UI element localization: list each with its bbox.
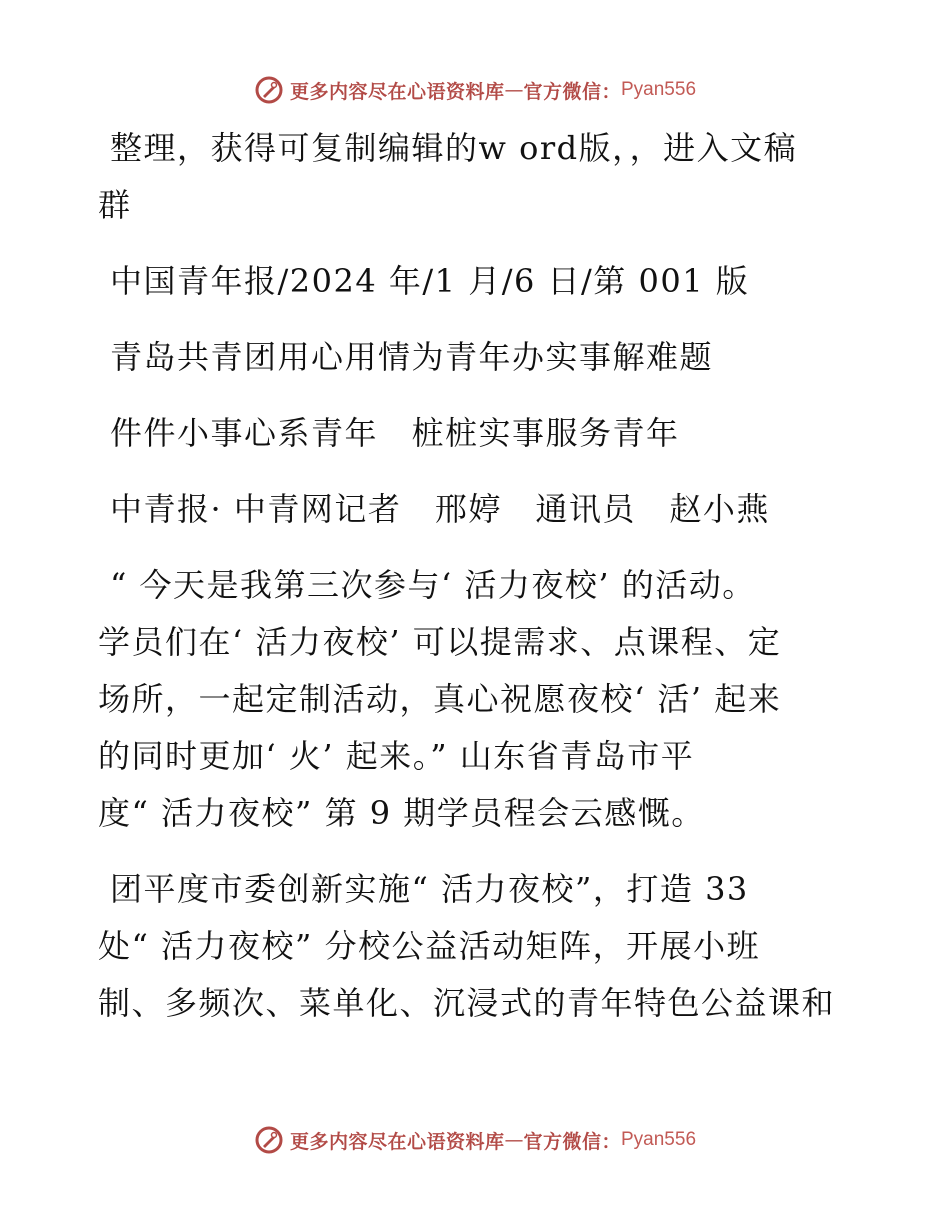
footer-watermark (0, 1120, 950, 1160)
watermark-wechat-id: Pyan556 (621, 79, 697, 100)
watermark-separator: — (504, 1129, 524, 1151)
paragraph-line: 的同时更加‘ 火’ 起来。” 山东省青岛市平 (98, 737, 695, 775)
watermark-wechat-id: Pyan556 (621, 1129, 697, 1150)
quill-circle-icon (254, 75, 284, 105)
watermark-separator: — (504, 79, 524, 101)
watermark-brand-text: 更多内容尽在心语资料库 (289, 1130, 505, 1153)
watermark-official-label: 官方微信： (523, 80, 621, 103)
quill-circle-icon (254, 1125, 284, 1155)
paragraph-line: 学员们在‘ 活力夜校’ 可以提需求、点课程、定 (98, 623, 782, 661)
intro-line-continued: 群 (98, 186, 132, 224)
watermark-official-label: 官方微信： (523, 1130, 621, 1153)
intro-line: 整理，获得可复制编辑的w ord版，，进入文稿 (110, 129, 798, 167)
paragraph-line: 团平度市委创新实施“ 活力夜校”，打造 33 (110, 870, 749, 908)
article-headline: 青岛共青团用心用情为青年办实事解难题 (110, 338, 714, 376)
paragraph-line: “ 今天是我第三次参与‘ 活力夜校’ 的活动。 (110, 566, 756, 604)
header-watermark (0, 70, 950, 110)
watermark-brand-text: 更多内容尽在心语资料库 (289, 80, 505, 103)
paragraph-line: 制、多频次、菜单化、沉浸式的青年特色公益课和 (98, 984, 836, 1022)
publication-info: 中国青年报/2024 年/1 月/6 日/第 001 版 (110, 262, 750, 300)
paragraph-line: 度“ 活力夜校” 第 9 期学员程会云感慨。 (98, 794, 705, 832)
paragraph-line: 场所，一起定制活动，真心祝愿夜校‘ 活’ 起来 (98, 680, 782, 718)
article-subheadline: 件件小事心系青年 桩桩实事服务青年 (110, 414, 680, 452)
article-byline: 中青报· 中青网记者 邢婷 通讯员 赵小燕 (110, 490, 770, 528)
paragraph-line: 处“ 活力夜校” 分校公益活动矩阵，开展小班 (98, 927, 761, 965)
document-body (98, 120, 858, 1032)
